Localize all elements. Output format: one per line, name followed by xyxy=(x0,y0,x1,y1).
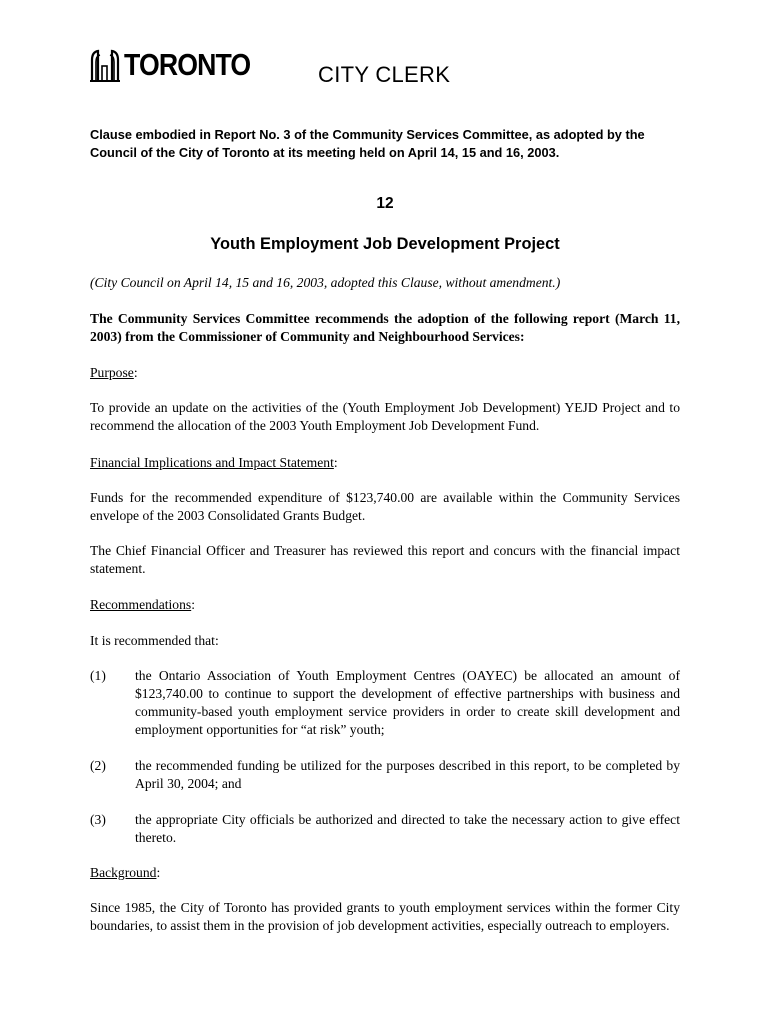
recommendation-item xyxy=(90,757,680,793)
recommendation-text: the appropriate City officials be authorized and directed to take the necessary action to give effect thereto. xyxy=(135,812,680,845)
recommendation-text: the recommended funding be utilized for the purposes described in this report, to be completed by April 30, 2004; and xyxy=(135,758,680,791)
purpose-heading-text: Purpose xyxy=(90,365,134,380)
letterhead xyxy=(90,46,690,102)
recommendations-heading xyxy=(90,596,680,614)
council-action: (City Council on April 14, 15 and 16, 2003, adopted this Clause, without amendment.) xyxy=(90,275,561,290)
logo-wordmark: TORONTO xyxy=(124,47,251,82)
purpose-heading xyxy=(90,364,680,382)
recommendation-number: (1) xyxy=(90,668,106,683)
financial-paragraph-1: Funds for the recommended expenditure of $123,740.00 are available within the Community Services envelope of the 2003 Consolidated Grants Budget. xyxy=(90,490,680,523)
recommendation-text: the Ontario Association of Youth Employment Centres (OAYEC) be allocated an amount of $123,740.00 to continue to support the development of effective partnerships with business and community-based youth employment service providers in order to create skill development and employment opportunities for “at risk” youth; xyxy=(135,668,680,737)
background-heading-text: Background xyxy=(90,865,157,880)
financial-heading-text: Financial Implications and Impact Statement xyxy=(90,455,334,470)
recommendation-number: (2) xyxy=(90,758,106,773)
department-title: CITY CLERK xyxy=(318,62,451,87)
recommendations-heading-colon: : xyxy=(191,597,195,612)
page-title: Youth Employment Job Development Project xyxy=(210,235,560,253)
recommendation-number: (3) xyxy=(90,812,106,827)
financial-heading-colon: : xyxy=(333,455,338,470)
purpose-text: To provide an update on the activities of the (Youth Employment Job Development) YEJD Project and to recommend the allocation of the 2003 Youth Employment Job Development Fund. xyxy=(90,400,680,433)
background-heading-colon: : xyxy=(156,865,161,880)
city-hall-icon xyxy=(90,48,120,82)
background-text: Since 1985, the City of Toronto has provided grants to youth employment services within the former City boundaries, to assist them in the provision of job development activities, especially outreach to employers. xyxy=(90,900,680,933)
financial-heading xyxy=(90,454,680,472)
item-number: 12 xyxy=(376,195,394,212)
recommendations-intro: It is recommended that: xyxy=(90,633,219,648)
clause-statement: Clause embodied in Report No. 3 of the Community Services Committee, as adopted by the Council of the City of Toronto at its meeting held on April 14, 15 and 16, 2003. xyxy=(90,127,645,160)
recommendations-heading-text: Recommendations xyxy=(90,597,192,612)
financial-paragraph-2: The Chief Financial Officer and Treasurer has reviewed this report and concurs with the financial impact statement. xyxy=(90,543,680,576)
committee-recommendation: The Community Services Committee recommends the adoption of the following report (March 11, 2003) from the Commissioner of Community and Neighbourhood Services: xyxy=(90,311,680,344)
recommendation-item xyxy=(90,667,680,739)
city-logo xyxy=(90,48,271,82)
purpose-heading-colon: : xyxy=(133,365,138,380)
recommendation-item xyxy=(90,811,680,847)
background-heading xyxy=(90,864,680,882)
